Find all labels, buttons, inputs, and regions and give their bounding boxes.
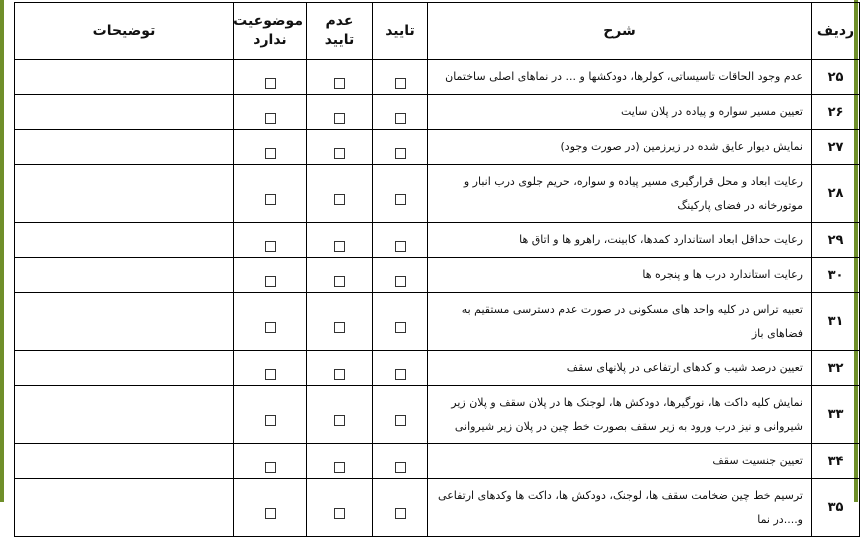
not-approve-checkbox[interactable] bbox=[334, 369, 345, 380]
notes-cell[interactable] bbox=[15, 351, 234, 386]
row-description: نمایش دیوار عایق شده در زیرزمین (در صورت وجود) bbox=[428, 130, 812, 165]
row-number: ۳۱ bbox=[812, 293, 860, 351]
not-approve-checkbox[interactable] bbox=[334, 415, 345, 426]
header-not-approve: عدم تایید bbox=[307, 3, 373, 60]
row-description: رعایت استاندارد درب ها و پنجره ها bbox=[428, 258, 812, 293]
table-row bbox=[15, 479, 860, 537]
not-approve-checkbox[interactable] bbox=[334, 113, 345, 124]
row-description: رعایت ابعاد و محل قرارگیری مسیر پیاده و سواره، حریم جلوی درب انبار و موتورخانه در فضای پارکینگ bbox=[428, 165, 812, 223]
row-description: نمایش کلیه داکت ها، نورگیرها، دودکش ها، لوجنک ها در پلان سقف و پلان زیر شیروانی و نیز درب ورود به زیر سقف بصورت خط چین در پلان زیر شیروانی bbox=[428, 386, 812, 444]
not-applicable-checkbox[interactable] bbox=[265, 113, 276, 124]
row-description: تعیین جنسیت سقف bbox=[428, 444, 812, 479]
row-number: ۳۵ bbox=[812, 479, 860, 537]
row-description: تعبیه تراس در کلیه واحد های مسکونی در صورت عدم دسترسی مستقیم به فضاهای باز bbox=[428, 293, 812, 351]
table-row bbox=[15, 351, 860, 386]
not-applicable-checkbox[interactable] bbox=[265, 322, 276, 333]
approve-checkbox[interactable] bbox=[395, 415, 406, 426]
approve-checkbox[interactable] bbox=[395, 276, 406, 287]
notes-cell[interactable] bbox=[15, 258, 234, 293]
table-row bbox=[15, 293, 860, 351]
notes-cell[interactable] bbox=[15, 95, 234, 130]
row-number: ۲۶ bbox=[812, 95, 860, 130]
header-notes: توضیحات bbox=[15, 3, 234, 60]
not-applicable-checkbox[interactable] bbox=[265, 194, 276, 205]
approve-checkbox[interactable] bbox=[395, 508, 406, 519]
notes-cell[interactable] bbox=[15, 386, 234, 444]
row-number: ۳۲ bbox=[812, 351, 860, 386]
notes-cell[interactable] bbox=[15, 223, 234, 258]
row-description: تعیین درصد شیب و کدهای ارتفاعی در پلانهای سقف bbox=[428, 351, 812, 386]
row-number: ۲۹ bbox=[812, 223, 860, 258]
approve-checkbox[interactable] bbox=[395, 462, 406, 473]
row-number: ۲۷ bbox=[812, 130, 860, 165]
not-applicable-checkbox[interactable] bbox=[265, 241, 276, 252]
not-applicable-checkbox[interactable] bbox=[265, 508, 276, 519]
table-row bbox=[15, 60, 860, 95]
header-approve: تایید bbox=[373, 3, 428, 60]
checklist-table bbox=[14, 2, 860, 537]
approve-checkbox[interactable] bbox=[395, 78, 406, 89]
header-row-number: ردیف bbox=[812, 3, 860, 60]
table-row bbox=[15, 444, 860, 479]
not-approve-checkbox[interactable] bbox=[334, 276, 345, 287]
notes-cell[interactable] bbox=[15, 60, 234, 95]
not-approve-checkbox[interactable] bbox=[334, 322, 345, 333]
approve-checkbox[interactable] bbox=[395, 194, 406, 205]
not-applicable-checkbox[interactable] bbox=[265, 276, 276, 287]
notes-cell[interactable] bbox=[15, 444, 234, 479]
approve-checkbox[interactable] bbox=[395, 369, 406, 380]
table-row bbox=[15, 258, 860, 293]
not-approve-checkbox[interactable] bbox=[334, 148, 345, 159]
row-number: ۳۳ bbox=[812, 386, 860, 444]
approve-checkbox[interactable] bbox=[395, 113, 406, 124]
notes-cell[interactable] bbox=[15, 165, 234, 223]
row-description: تعیین مسیر سواره و پیاده در پلان سایت bbox=[428, 95, 812, 130]
notes-cell[interactable] bbox=[15, 130, 234, 165]
table-row bbox=[15, 95, 860, 130]
approve-checkbox[interactable] bbox=[395, 148, 406, 159]
approve-checkbox[interactable] bbox=[395, 322, 406, 333]
not-applicable-checkbox[interactable] bbox=[265, 78, 276, 89]
table-row bbox=[15, 386, 860, 444]
row-number: ۳۴ bbox=[812, 444, 860, 479]
header-row bbox=[15, 3, 860, 60]
row-description: رعایت حداقل ابعاد استاندارد کمدها، کابینت، راهرو ها و اتاق ها bbox=[428, 223, 812, 258]
not-approve-checkbox[interactable] bbox=[334, 78, 345, 89]
row-number: ۲۸ bbox=[812, 165, 860, 223]
not-approve-checkbox[interactable] bbox=[334, 241, 345, 252]
row-description: عدم وجود الحاقات تاسیساتی، کولرها، دودکشها و ... در نماهای اصلی ساختمان bbox=[428, 60, 812, 95]
not-applicable-checkbox[interactable] bbox=[265, 148, 276, 159]
notes-cell[interactable] bbox=[15, 293, 234, 351]
table-row bbox=[15, 130, 860, 165]
row-description: ترسیم خط چین ضخامت سقف ها، لوجنک، دودکش ها، داکت ها وکدهای ارتفاعی و....در نما bbox=[428, 479, 812, 537]
not-applicable-checkbox[interactable] bbox=[265, 369, 276, 380]
row-number: ۲۵ bbox=[812, 60, 860, 95]
not-approve-checkbox[interactable] bbox=[334, 508, 345, 519]
table-row bbox=[15, 223, 860, 258]
row-number: ۳۰ bbox=[812, 258, 860, 293]
header-description: شرح bbox=[428, 3, 812, 60]
not-approve-checkbox[interactable] bbox=[334, 194, 345, 205]
approve-checkbox[interactable] bbox=[395, 241, 406, 252]
not-applicable-checkbox[interactable] bbox=[265, 462, 276, 473]
not-applicable-checkbox[interactable] bbox=[265, 415, 276, 426]
notes-cell[interactable] bbox=[15, 479, 234, 537]
not-approve-checkbox[interactable] bbox=[334, 462, 345, 473]
table-row bbox=[15, 165, 860, 223]
header-not-applicable: موضوعیت ندارد bbox=[234, 3, 307, 60]
